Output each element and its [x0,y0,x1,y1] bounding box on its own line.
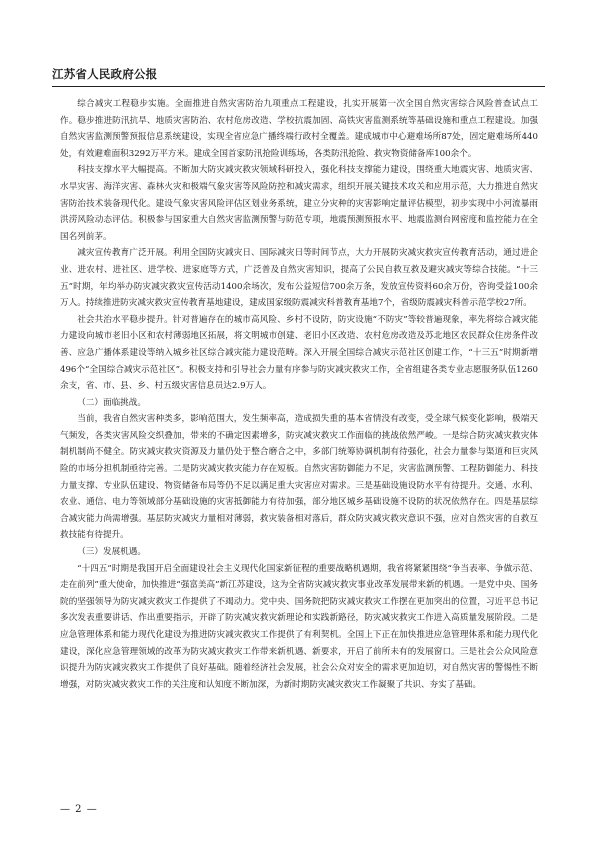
section-heading: （二）面临挑战。 [77,397,146,408]
header-divider [52,86,545,87]
page-number: — 2 — [60,804,98,815]
page-header-title: 江苏省人民政府公报 [52,67,158,81]
paragraph: 当前，我省自然灾害种类多，影响范围大，发生频率高，造成损失重的基本省情没有改变，受全球气候变化影响，极端天气频发，各类灾害风险交织叠加，带来的不确定因素增多，防灾减灾救灾工作面临的挑战依然严峻。一是综合防灾减灾救灾体制机制尚不健全。防灾减灾救灾资源及力量仍处于整合磨合之中，多部门统筹协调机制有待强化，社会力量参与渠道和巨灾风险的市场分担机制亟待完善。二是防灾减灾救灾能力存在短板。自然灾害防御能力不足，灾害监测预警、工程防御能力、科技力量支撑、专业队伍建设、物资储备布局等仍不足以满足重大灾害应对需求。三是基础设施设防水平有待提升。交通、水利、农业、通信、电力等领域部分基础设施的灾害抵御能力有待加强，部分地区城乡基础设施不设防的状况依然存在。四是基层综合减灾能力尚需增强。基层防灾减灾力量相对薄弱，救灾装备相对落后，群众防灾减灾救灾意识不强，应对自然灾害的自救互救技能有待提升。 [60,414,538,541]
document-body [60,96,538,693]
section-heading: （三）发展机遇。 [77,547,146,558]
paragraph: “十四五”时期是我国开启全面建设社会主义现代化国家新征程的重要战略机遇期，我省将紧紧围绕“争当表率、争做示范、走在前列”重大使命，加快推进“强富美高”新江苏建设，这为全省防灾减灾救灾事业改革发展带来新的机遇。一是党中央、国务院的坚强领导为防灾减灾救灾工作提供了不竭动力。党中央、国务院把防灾减灾救灾工作摆在更加突出的位置，习近平总书记多次发表重要讲话、作出重要指示，开辟了防灾减灾救灾新理论和实践新路径，防灾减灾救灾工作进入高质量发展阶段。二是应急管理体系和能力现代化建设为推进防灾减灾救灾工作提供了有利契机。全国上下正在加快推进应急管理体系和能力现代化建设，深化应急管理领域的改革为防灾减灾救灾工作带来新机遇、新要求，开启了前所未有的发展窗口。三是社会公众风险意识提升为防灾减灾救灾工作提供了良好基础。随着经济社会发展，社会公众对安全的需求更加迫切，对自然灾害的警惕性不断增强，对防灾减灾救灾工作的关注度和认知度不断加深，为新时期防灾减灾救灾工作凝聚了共识、夯实了基础。 [60,563,538,690]
paragraph: 减灾宣传教育广泛开展。利用全国防灾减灾日、国际减灾日等时间节点，大力开展防灾减灾救灾宣传教育活动，通过进企业、进农村、进社区、进学校、进家庭等方式，广泛普及自然灾害知识，提高了公民自救互救及避灾减灾等综合技能。“十三五”时期，年均举办防灾减灾救灾宣传活动1400余场次，发布公益短信700余万条，发放宣传资料60余万份，咨询受益100余万人。持续推进防灾减灾救灾宣传教育基地建设，建成国家级防震减灾科普教育基地7个，省级防震减灾科普示范学校27所。 [60,248,538,309]
paragraph: 综合减灾工程稳步实施。全面推进自然灾害防治九项重点工程建设，扎实开展第一次全国自然灾害综合风险普查试点工作。稳步推进防汛抗旱、地质灾害防治、农村危房改造、学校抗震加固、高铁灾害监测系统等基础设施和重点工程建设。加强自然灾害监测预警预报信息系统建设，实现全省应急广播终端行政村全覆盖。建成城市中心避难场所87处，固定避难场所440处，有效避难面积3292万平方米。建成全国首家防汛抢险训练场，各类防汛抢险、救灾物资储备库100余个。 [60,99,538,159]
paragraph: 社会共治水平稳步提升。针对普遍存在的城市高风险、乡村不设防，防灾设施“不防灾”等较普遍现象，率先将综合减灾能力建设向城市老旧小区和农村薄弱地区拓展，将文明城市创建、老旧小区改造、农村危房改造及苏北地区农民群众住房条件改善、应急广播体系建设等纳入城乡社区综合减灾能力建设范畴。深入开展全国综合减灾示范社区创建工作，“十三五”时期新增496个“全国综合减灾示范社区”。积极支持和引导社会力量有序参与防灾减灾救灾工作，全省组建各类专业志愿服务队伍1260余支，省、市、县、乡、村五级灾害信息员达2.9万人。 [60,314,538,392]
paragraph: 科技支撑水平大幅提高。不断加大防灾减灾救灾领域科研投入，强化科技支撑能力建设，围绕重大地震灾害、地质灾害、水旱灾害、海洋灾害、森林火灾和极端气象灾害等风险防控和减灾需求，组织开展关键技术攻关和应用示范，大力推进自然灾害防治技术装备现代化。建设气象灾害风险评估区划业务系统，建立分灾种的灾害影响定量评估模型，初步实现中小河流暴雨洪涝风险动态评估。积极参与国家重大自然灾害监测预警与防范专项，地震预测预报水平、地震监测台网密度和监控能力在全国名列前茅。 [60,165,538,242]
